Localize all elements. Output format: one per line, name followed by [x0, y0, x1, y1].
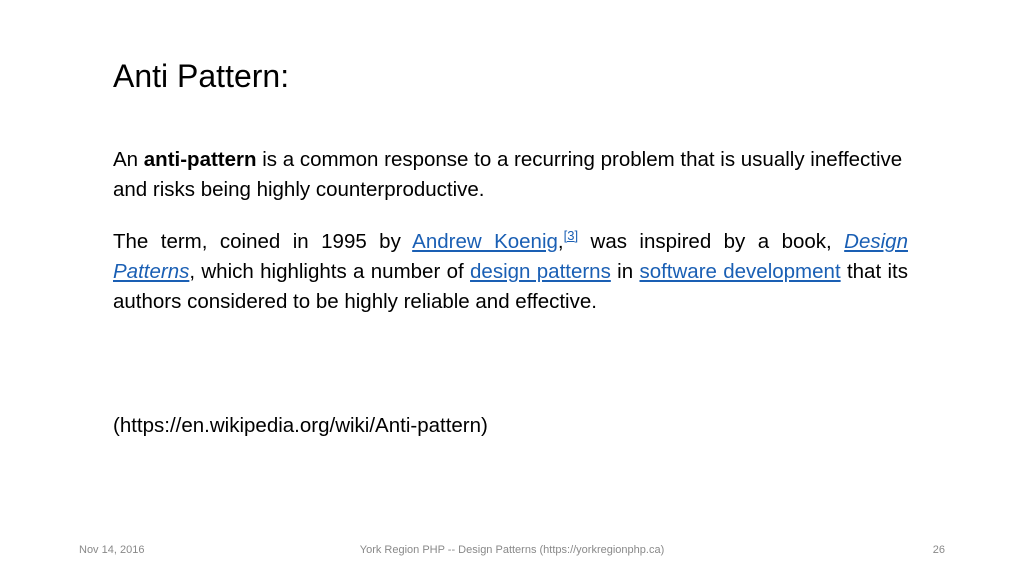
- origin-text-6: that its authors considered to be highly reliable and effective.: [113, 260, 908, 313]
- slide-title: Anti Pattern:: [113, 58, 290, 94]
- anti-pattern-term: anti-pattern: [143, 148, 257, 171]
- definition-rest: is a common response to a recurring problem that is usually ineffective and risks being highly counterproductive.: [113, 148, 903, 201]
- design-patterns-link[interactable]: design patterns: [470, 260, 611, 283]
- definition-lead: An: [113, 148, 144, 171]
- footer-page-number: 26: [932, 544, 945, 556]
- footer-date: Nov 14, 2016: [79, 544, 145, 556]
- origin-text-3: was inspired by a book,: [578, 230, 845, 253]
- origin-text-2: ,: [557, 230, 564, 253]
- software-development-link[interactable]: software development: [639, 260, 841, 283]
- reference-3-link[interactable]: [3]: [563, 228, 579, 244]
- design-patterns-book-link[interactable]: Design Patterns: [113, 230, 908, 283]
- andrew-koenig-link[interactable]: Andrew Koenig: [412, 230, 558, 253]
- origin-text-4: , which highlights a number of: [189, 260, 471, 283]
- definition-paragraph: [113, 145, 908, 205]
- origin-text-5: in: [610, 260, 640, 283]
- origin-text-1: The term, coined in 1995 by: [113, 230, 413, 253]
- origin-paragraph: [113, 227, 908, 317]
- source-citation: (https://en.wikipedia.org/wiki/Anti-pattern): [113, 414, 488, 437]
- footer-presentation-title: York Region PHP -- Design Patterns (https://yorkregionphp.ca): [359, 544, 665, 556]
